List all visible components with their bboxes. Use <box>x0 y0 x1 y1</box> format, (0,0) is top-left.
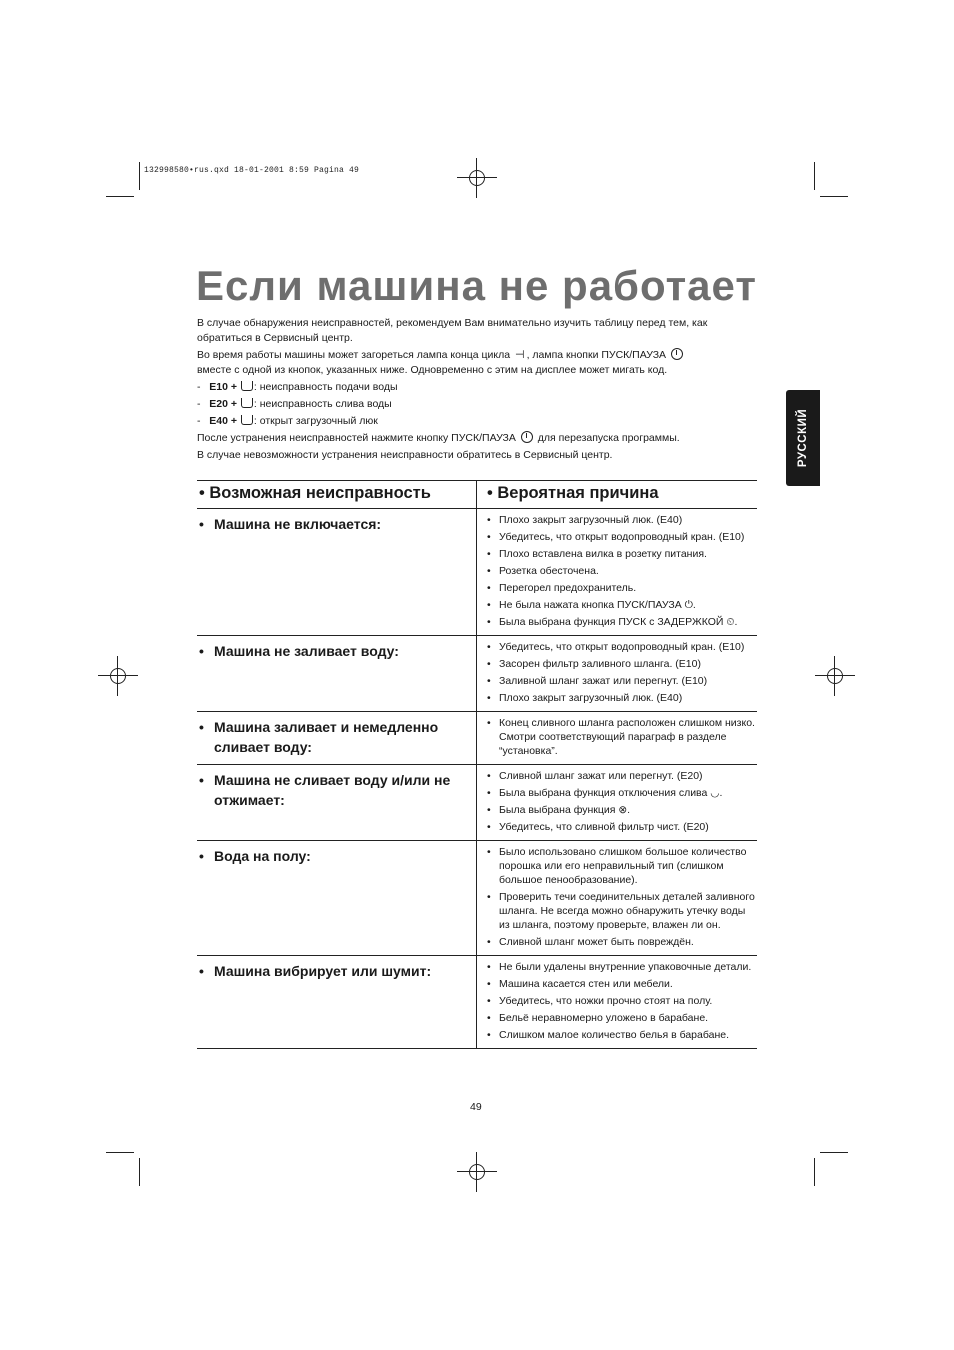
cause-item: • Было использовано слишком большое количество порошка или его неправильный тип (слишком большое пенообразование). <box>487 845 757 887</box>
water-inlet-icon <box>241 381 253 391</box>
intro-paragraph: В случае обнаружения неисправностей, рекомендуем Вам внимательно изучить таблицу перед тем, как обратиться в Сервисный центр. <box>197 317 708 344</box>
end-of-cycle-icon: ⊣ <box>515 349 525 361</box>
cause-item: • Убедитесь, что открыт водопроводный кран. (E10) <box>487 530 757 544</box>
crop-mark <box>106 196 134 197</box>
table-row: • Машина не сливает воду и/или не отжимает: • Сливной шланг зажат или перегнут. (E20) • Была выбрана функция отключения слива ◡. • Была выбрана функция ⊗. • Убедитесь, что сливной фильтр чист. (E20) <box>197 765 757 841</box>
intro-paragraph: После устранения неисправностей нажмите кнопку ПУСК/ПАУЗА для перезапуска программы. <box>197 432 680 444</box>
door-lock-icon <box>241 415 253 425</box>
start-pause-icon <box>521 431 533 443</box>
cause-item: • Сливной шланг может быть повреждён. <box>487 935 757 949</box>
cause-item: • Проверить течи соединительных деталей заливного шланга. Не всегда можно обнаружить утечку воды из шланга, поэтому проверьте, влажен ли он. <box>487 890 757 932</box>
cause-item: • Засорен фильтр заливного шланга. (E10) <box>487 657 757 671</box>
symptom: Машина вибрирует или шумит: <box>214 963 432 979</box>
page-number: 49 <box>470 1101 482 1113</box>
table-row: • Машина не включается: • Плохо закрыт загрузочный люк. (E40) • Убедитесь, что открыт водопроводный кран. (E10) • Плохо вставлена вилка в розетку питания. • Розетка обесточена. • Перегорел предохранитель. • Не была нажата кнопка ПУСК/ПАУЗА ⏻. • Была выбрана функция ПУСК с ЗАДЕРЖКОЙ ⏲. <box>197 509 757 636</box>
cause-item: • Конец сливного шланга расположен слишком низко. Смотри соответствующий параграф в разделе “установка”. <box>487 716 757 758</box>
symptom: Машина не включается: <box>214 516 382 532</box>
cause-item: • Была выбрана функция отключения слива ◡. <box>487 786 757 800</box>
registration-mark <box>457 1152 497 1192</box>
cause-item: • Машина касается стен или мебели. <box>487 977 757 991</box>
symptom: Вода на полу: <box>214 848 311 864</box>
intro-section <box>197 316 757 465</box>
table-row: • Вода на полу: • Было использовано слишком большое количество порошка или его неправильный тип (слишком большое пенообразование). • Проверить течи соединительных деталей заливного шланга. Не всегда можно обнаружить утечку воды из шланга, поэтому проверьте, влажен ли он. • Сливной шланг может быть повреждён. <box>197 841 757 956</box>
table-row: • Машина вибрирует или шумит: • Не были удалены внутренние упаковочные детали. • Машина касается стен или мебели. • Убедитесь, что ножки прочно стоят на полу. • Бельё неравномерно уложено в барабане. • Слишком малое количество белья в барабане. <box>197 956 757 1049</box>
cause-item: • Заливной шланг зажат или перегнут. (E10) <box>487 674 757 688</box>
symptom: Машина не сливает воду и/или не отжимает: <box>214 772 451 808</box>
start-pause-icon <box>671 348 683 360</box>
header-symptom: • Возможная неисправность <box>197 481 477 509</box>
crop-mark <box>814 1158 815 1186</box>
crop-mark <box>820 196 848 197</box>
cause-item: • Убедитесь, что открыт водопроводный кран. (E10) <box>487 640 757 654</box>
cause-item: • Бельё неравномерно уложено в барабане. <box>487 1011 757 1025</box>
print-slug: 132998580•rus.qxd 18-01-2001 8:59 Pagina 49 <box>144 166 360 175</box>
cause-item: • Убедитесь, что сливной фильтр чист. (E20) <box>487 820 757 834</box>
error-code-item: - E40 + : открыт загрузочный люк <box>197 415 378 427</box>
drain-icon <box>241 398 253 408</box>
crop-mark <box>139 162 140 190</box>
error-code-item: - E10 + : неисправность подачи воды <box>197 381 398 393</box>
cause-item: • Плохо закрыт загрузочный люк. (E40) <box>487 691 757 705</box>
intro-paragraph: В случае невозможности устранения неисправности обратитесь в Сервисный центр. <box>197 449 613 461</box>
cause-item: • Была выбрана функция ПУСК с ЗАДЕРЖКОЙ ⏲. <box>487 615 757 629</box>
cause-item: • Плохо вставлена вилка в розетку питания. <box>487 547 757 561</box>
page-title: Если машина не работает <box>196 262 757 309</box>
symptom: Машина не заливает воду: <box>214 643 399 659</box>
cause-item: • Перегорел предохранитель. <box>487 581 757 595</box>
cause-item: • Была выбрана функция ⊗. <box>487 803 757 817</box>
crop-mark <box>814 162 815 190</box>
table-row: • Машина заливает и немедленно сливает воду: • Конец сливного шланга расположен слишком низко. Смотри соответствующий параграф в разделе “установка”. <box>197 712 757 765</box>
registration-mark <box>457 158 497 198</box>
error-code-item: - E20 + : неисправность слива воды <box>197 398 392 410</box>
cause-item: • Плохо закрыт загрузочный люк. (E40) <box>487 513 757 527</box>
registration-mark <box>815 656 855 696</box>
cause-item: • Розетка обесточена. <box>487 564 757 578</box>
crop-mark <box>139 1158 140 1186</box>
header-cause: • Вероятная причина <box>477 481 758 509</box>
table-row: • Машина не заливает воду: • Убедитесь, что открыт водопроводный кран. (E10) • Засорен фильтр заливного шланга. (E10) • Заливной шланг зажат или перегнут. (E10) • Плохо закрыт загрузочный люк. (E40) <box>197 636 757 712</box>
cause-item: • Сливной шланг зажат или перегнут. (E20) <box>487 769 757 783</box>
intro-paragraph: Во время работы машины может загореться лампа конца цикла ⊣ , лампа кнопки ПУСК/ПАУЗА вместе с одной из кнопок, указанных ниже. Одновременно с этим на дисплее может мигать код. <box>197 348 757 378</box>
registration-mark <box>98 656 138 696</box>
symptom: Машина заливает и немедленно сливает воду: <box>214 719 439 755</box>
crop-mark <box>820 1152 848 1153</box>
cause-item: • Не была нажата кнопка ПУСК/ПАУЗА ⏻. <box>487 598 757 612</box>
cause-item: • Убедитесь, что ножки прочно стоят на полу. <box>487 994 757 1008</box>
cause-item: • Не были удалены внутренние упаковочные детали. <box>487 960 757 974</box>
troubleshooting-table <box>197 480 757 1049</box>
crop-mark <box>106 1152 134 1153</box>
cause-item: • Слишком малое количество белья в барабане. <box>487 1028 757 1042</box>
language-tab: РУССКИЙ <box>786 390 820 486</box>
